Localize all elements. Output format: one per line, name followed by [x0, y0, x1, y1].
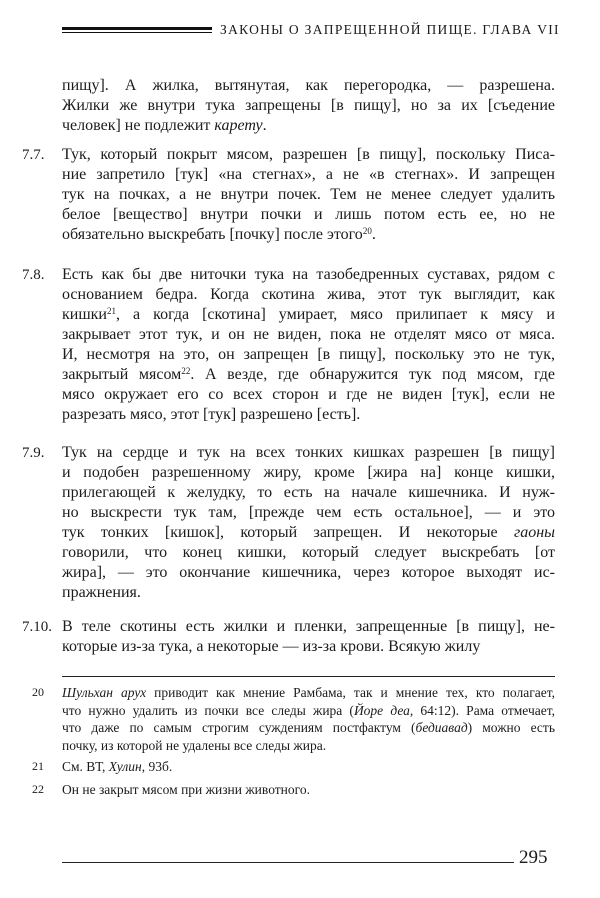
text-line: [62, 305, 555, 325]
text-segment: И, несмотря на это, он запрещен [в пищу], поскольку это не тук,: [62, 346, 555, 363]
text-line: [62, 781, 555, 799]
text-line: [62, 96, 555, 116]
text-line: [62, 165, 555, 185]
italic-term: карету: [214, 117, 263, 134]
text-segment: но выскрести тук там, [прежде чем есть остальное], — и это: [62, 504, 555, 521]
text-line: [62, 116, 555, 136]
text-segment: что даже по самым строгим суждениям постфактум (: [62, 720, 416, 735]
text-line: [62, 563, 555, 583]
footer-rule: [62, 862, 514, 863]
text-segment: прилегающей к желудку, то есть на начале кишечника. И нуж-: [62, 484, 555, 501]
text-segment: основанием бедра. Когда скотина жива, этот тук выглядит, как: [62, 286, 555, 303]
text-segment: человек] не подлежит: [62, 117, 215, 134]
text-line: [62, 285, 555, 305]
text-line: [62, 483, 555, 503]
text-segment: жира], — это окончание кишечника, через которое выходят ис-: [62, 564, 555, 581]
text-segment: Есть как бы две ниточки тука на тазобедренных суставах, рядом с: [62, 266, 555, 283]
text-line: [62, 684, 555, 702]
text-segment: закрывает этот тук, и он не виден, пока не отделят мясо от мяса.: [62, 326, 555, 343]
italic-term: Йоре деа: [353, 702, 410, 718]
text-segment: пражнения.: [62, 584, 141, 601]
text-segment: . А везде, где обнаружится тук под мясом, где: [190, 366, 556, 383]
italic-term: Шульхан арух: [62, 685, 147, 700]
text-line: [62, 225, 555, 245]
paragraph-number: 7.7.: [22, 147, 45, 163]
text-lines: [62, 684, 555, 754]
paragraph-number: 7.10.: [22, 619, 52, 635]
text-segment: тук тонких [кишок], который запрещен. И некоторые: [62, 524, 514, 541]
text-line: [62, 503, 555, 523]
text-segment: См. ВТ,: [62, 759, 109, 774]
text-line: [62, 443, 555, 463]
text-lines: [62, 758, 555, 776]
footnote-number: 21: [32, 759, 44, 773]
text-segment: разрезать мясо, этот [тук] разрешено [есть].: [62, 406, 361, 423]
paragraph-number: 7.8.: [22, 267, 45, 283]
text-segment: В теле скотины есть жилки и пленки, запрещенные [в пищу], не-: [62, 618, 555, 635]
text-line: [62, 719, 555, 737]
text-line: [62, 758, 555, 776]
running-title: ЗАКОНЫ О ЗАПРЕЩЕННОЙ ПИЩЕ. ГЛАВА VII: [220, 22, 560, 37]
text-line: [62, 365, 555, 385]
page-number: 295: [519, 847, 548, 868]
text-segment: мясо окружает его со всех сторон и где не виден [тук], если не: [62, 386, 555, 403]
italic-term: бедиавад: [415, 720, 468, 735]
text-line: [62, 583, 555, 603]
text-segment: , 93б.: [141, 759, 173, 774]
text-segment: что нужно удалить из почки все следы жира (: [62, 702, 354, 718]
text-line: [62, 523, 555, 543]
text-line: [62, 325, 555, 345]
footnote-ref[interactable]: 20: [362, 226, 372, 236]
text-segment: почку, из которой не удалены все следы жира.: [62, 737, 327, 753]
text-line: [62, 205, 555, 225]
text-segment: , а когда [скотина] умирает, мясо прилипает к мясу и: [116, 306, 555, 323]
footnote-divider: [62, 676, 555, 677]
text-segment: ) можно есть: [467, 720, 555, 735]
running-head: [62, 20, 560, 40]
text-segment: и подобен разрешенному жиру, кроме [жира на] конце кишки,: [62, 464, 555, 481]
text-lines: [62, 443, 555, 603]
text-segment: белое [вещество] внутри почки и лишь потом есть ее, но не: [62, 206, 555, 223]
italic-term: гаоны: [513, 524, 555, 541]
text-segment: закрытый мясом: [62, 366, 182, 383]
text-segment: Тук, который покрыт мясом, разрешен [в пищу], поскольку Писа-: [62, 146, 555, 163]
text-line: [62, 385, 555, 405]
text-segment: говорили, что конец кишки, который следует выскребать [от: [62, 544, 555, 561]
text-segment: , 64:12). Рама отмечает,: [409, 702, 555, 718]
text-line: [62, 145, 555, 165]
text-line: [62, 265, 555, 285]
text-segment: которые из-за тука, а некоторые — из-за крови. Всякую жилу: [62, 638, 481, 655]
footnote-ref[interactable]: 21: [107, 306, 116, 316]
paragraph-number: 7.9.: [22, 445, 45, 461]
text-segment: Жилки же внутри тука запрещены [в пищу], но за их [съедение: [62, 97, 555, 114]
text-line: [62, 463, 555, 483]
text-segment: .: [262, 117, 267, 134]
text-line: [62, 737, 555, 755]
text-lines: [62, 781, 555, 799]
text-line: [62, 185, 555, 205]
text-segment: кишки: [62, 306, 107, 323]
text-segment: тук на почках, а не внутри почек. Тем не менее следует удалить: [62, 186, 555, 203]
text-line: [62, 76, 555, 96]
text-segment: Он не закрыт мясом при жизни животного.: [62, 782, 310, 797]
footnote-number: 22: [32, 782, 44, 796]
text-line: [62, 637, 555, 657]
text-lines: [62, 265, 555, 425]
header-rule: [62, 27, 212, 33]
text-segment: приводит как мнение Рамбама, так и мнение тех, кто полагает,: [146, 685, 555, 700]
text-line: [62, 702, 555, 720]
text-segment: Тук на сердце и тук на всех тонких кишках разрешен [в пищу]: [62, 444, 555, 461]
text-segment: ние запретило [тук] «на стегнах», а не «в стегнах». И запрещен: [62, 166, 555, 183]
text-line: [62, 543, 555, 563]
text-line: [62, 345, 555, 365]
text-lines: [62, 76, 555, 136]
text-segment: .: [371, 226, 376, 243]
footnote-ref[interactable]: 22: [181, 366, 191, 376]
text-lines: [62, 145, 555, 245]
text-line: [62, 405, 555, 425]
text-segment: пищу]. А жилка, вытянутая, как перегородка, — разрешена.: [62, 77, 555, 94]
text-lines: [62, 617, 555, 657]
italic-term: Хулин: [108, 759, 142, 774]
text-segment: обязательно выскребать [почку] после этого: [62, 226, 363, 243]
footnote-number: 20: [32, 685, 44, 699]
text-line: [62, 617, 555, 637]
